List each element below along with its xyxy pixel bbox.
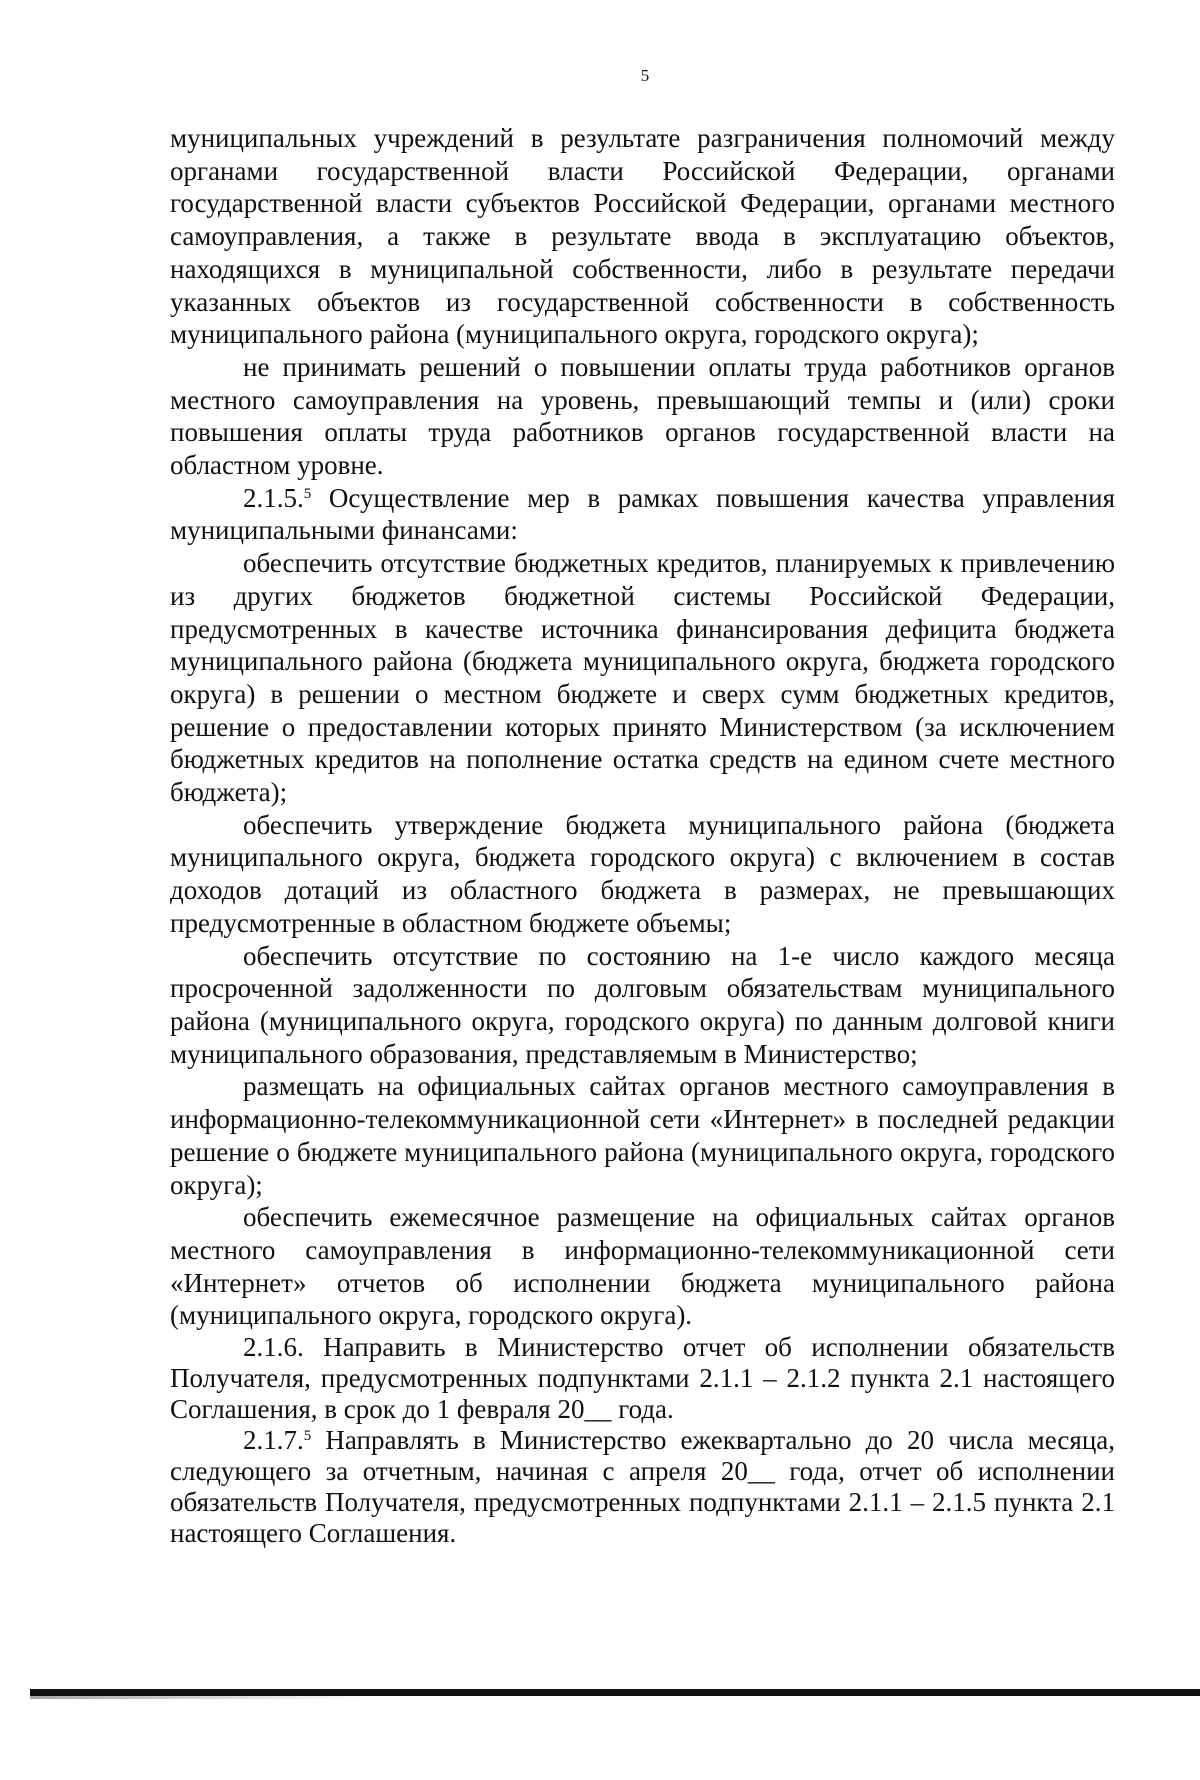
scan-edge-shadow: [30, 1696, 370, 1699]
page-bottom-rule: [30, 1689, 1200, 1696]
clause-number: 2.1.6.: [243, 1332, 304, 1363]
clause-2-1-5: [170, 482, 1115, 547]
clause-2-1-7: [170, 1425, 1115, 1549]
paragraph-continuation: муниципальных учреждений в результате разграничения полномочий между органами государственной власти Российской Федерации, органами государственной власти субъектов Российской Федерации, органами местного самоуправления, а также в результате ввода в эксплуатацию объектов, находящихся в муниципальной собственности, либо в результате передачи указанных объектов из государственной собственности в собственность муниципального района (муниципального округа, городского округа);: [170, 123, 1115, 350]
clause-number: 2.1.7.: [243, 1425, 304, 1456]
paragraph-budget-credits: обеспечить отсутствие бюджетных кредитов, планируемых к привлечению из других бюджетов бюджетной системы Российской Федерации, предусмотренных в качестве источника финансирования дефицита бюджета муниципального района (бюджета муниципального округа, бюджета городского округа) в решении о местном бюджете и сверх сумм бюджетных кредитов, решение о предоставлении которых принято Министерством (за исключением бюджетных кредитов на пополнение остатка средств на едином счете местного бюджета);: [170, 548, 1115, 808]
page-number: 5: [640, 66, 650, 85]
footnote-marker: 5: [303, 1428, 312, 1445]
paragraph-publish-decision: размещать на официальных сайтах органов местного самоуправления в информационно-телекоммуникационной сети «Интернет» в последней редакции решение о бюджете муниципального района (муниципального округа, городского округа);: [170, 1071, 1115, 1200]
footnote-marker: 5: [303, 485, 312, 502]
clause-text: Направлять в Министерство ежеквартально до 20 числа месяца, следующего за отчетным, начиная с апреля 20__ года, отчет об исполнении обязательств Получателя, предусмотренных подпунктами 2.1.1 – 2.1.5 пункта 2.1 настоящего Соглашения.: [170, 1425, 1115, 1549]
paragraph-salary-restriction: не принимать решений о повышении оплаты труда работников органов местного самоуправления на уровень, превышающий темпы и (или) сроки повышения оплаты труда работников органов государственной власти на областном уровне.: [170, 351, 1115, 481]
clause-text: Направить в Министерство отчет об исполнении обязательств Получателя, предусмотренных подпунктами 2.1.1 – 2.1.2 пункта 2.1 настоящего Соглашения, в срок до 1 февраля 20__ года.: [170, 1332, 1115, 1425]
paragraph-monthly-reports: обеспечить ежемесячное размещение на официальных сайтах органов местного самоуправления в информационно-телекоммуникационной сети «Интернет» отчетов об исполнении бюджета муниципального района (муниципального округа, городского округа).: [170, 1202, 1115, 1331]
paragraph-overdue-debt: обеспечить отсутствие по состоянию на 1-е число каждого месяца просроченной задолженности по долговым обязательствам муниципального района (муниципального округа, городского округа) по данным долговой книги муниципального образования, представляемым в Министерство;: [170, 940, 1115, 1069]
document-body: [170, 122, 1115, 1549]
clause-number: 2.1.5.: [243, 482, 304, 513]
clause-2-1-6: [170, 1332, 1115, 1425]
paragraph-budget-approval: обеспечить утверждение бюджета муниципального района (бюджета муниципального округа, бюджета городского округа) с включением в состав доходов дотаций из областного бюджета в размерах, не превышающих предусмотренные в областном бюджете объемы;: [170, 809, 1115, 938]
clause-text: Осуществление мер в рамках повышения качества управления муниципальными финансами:: [170, 482, 1115, 546]
